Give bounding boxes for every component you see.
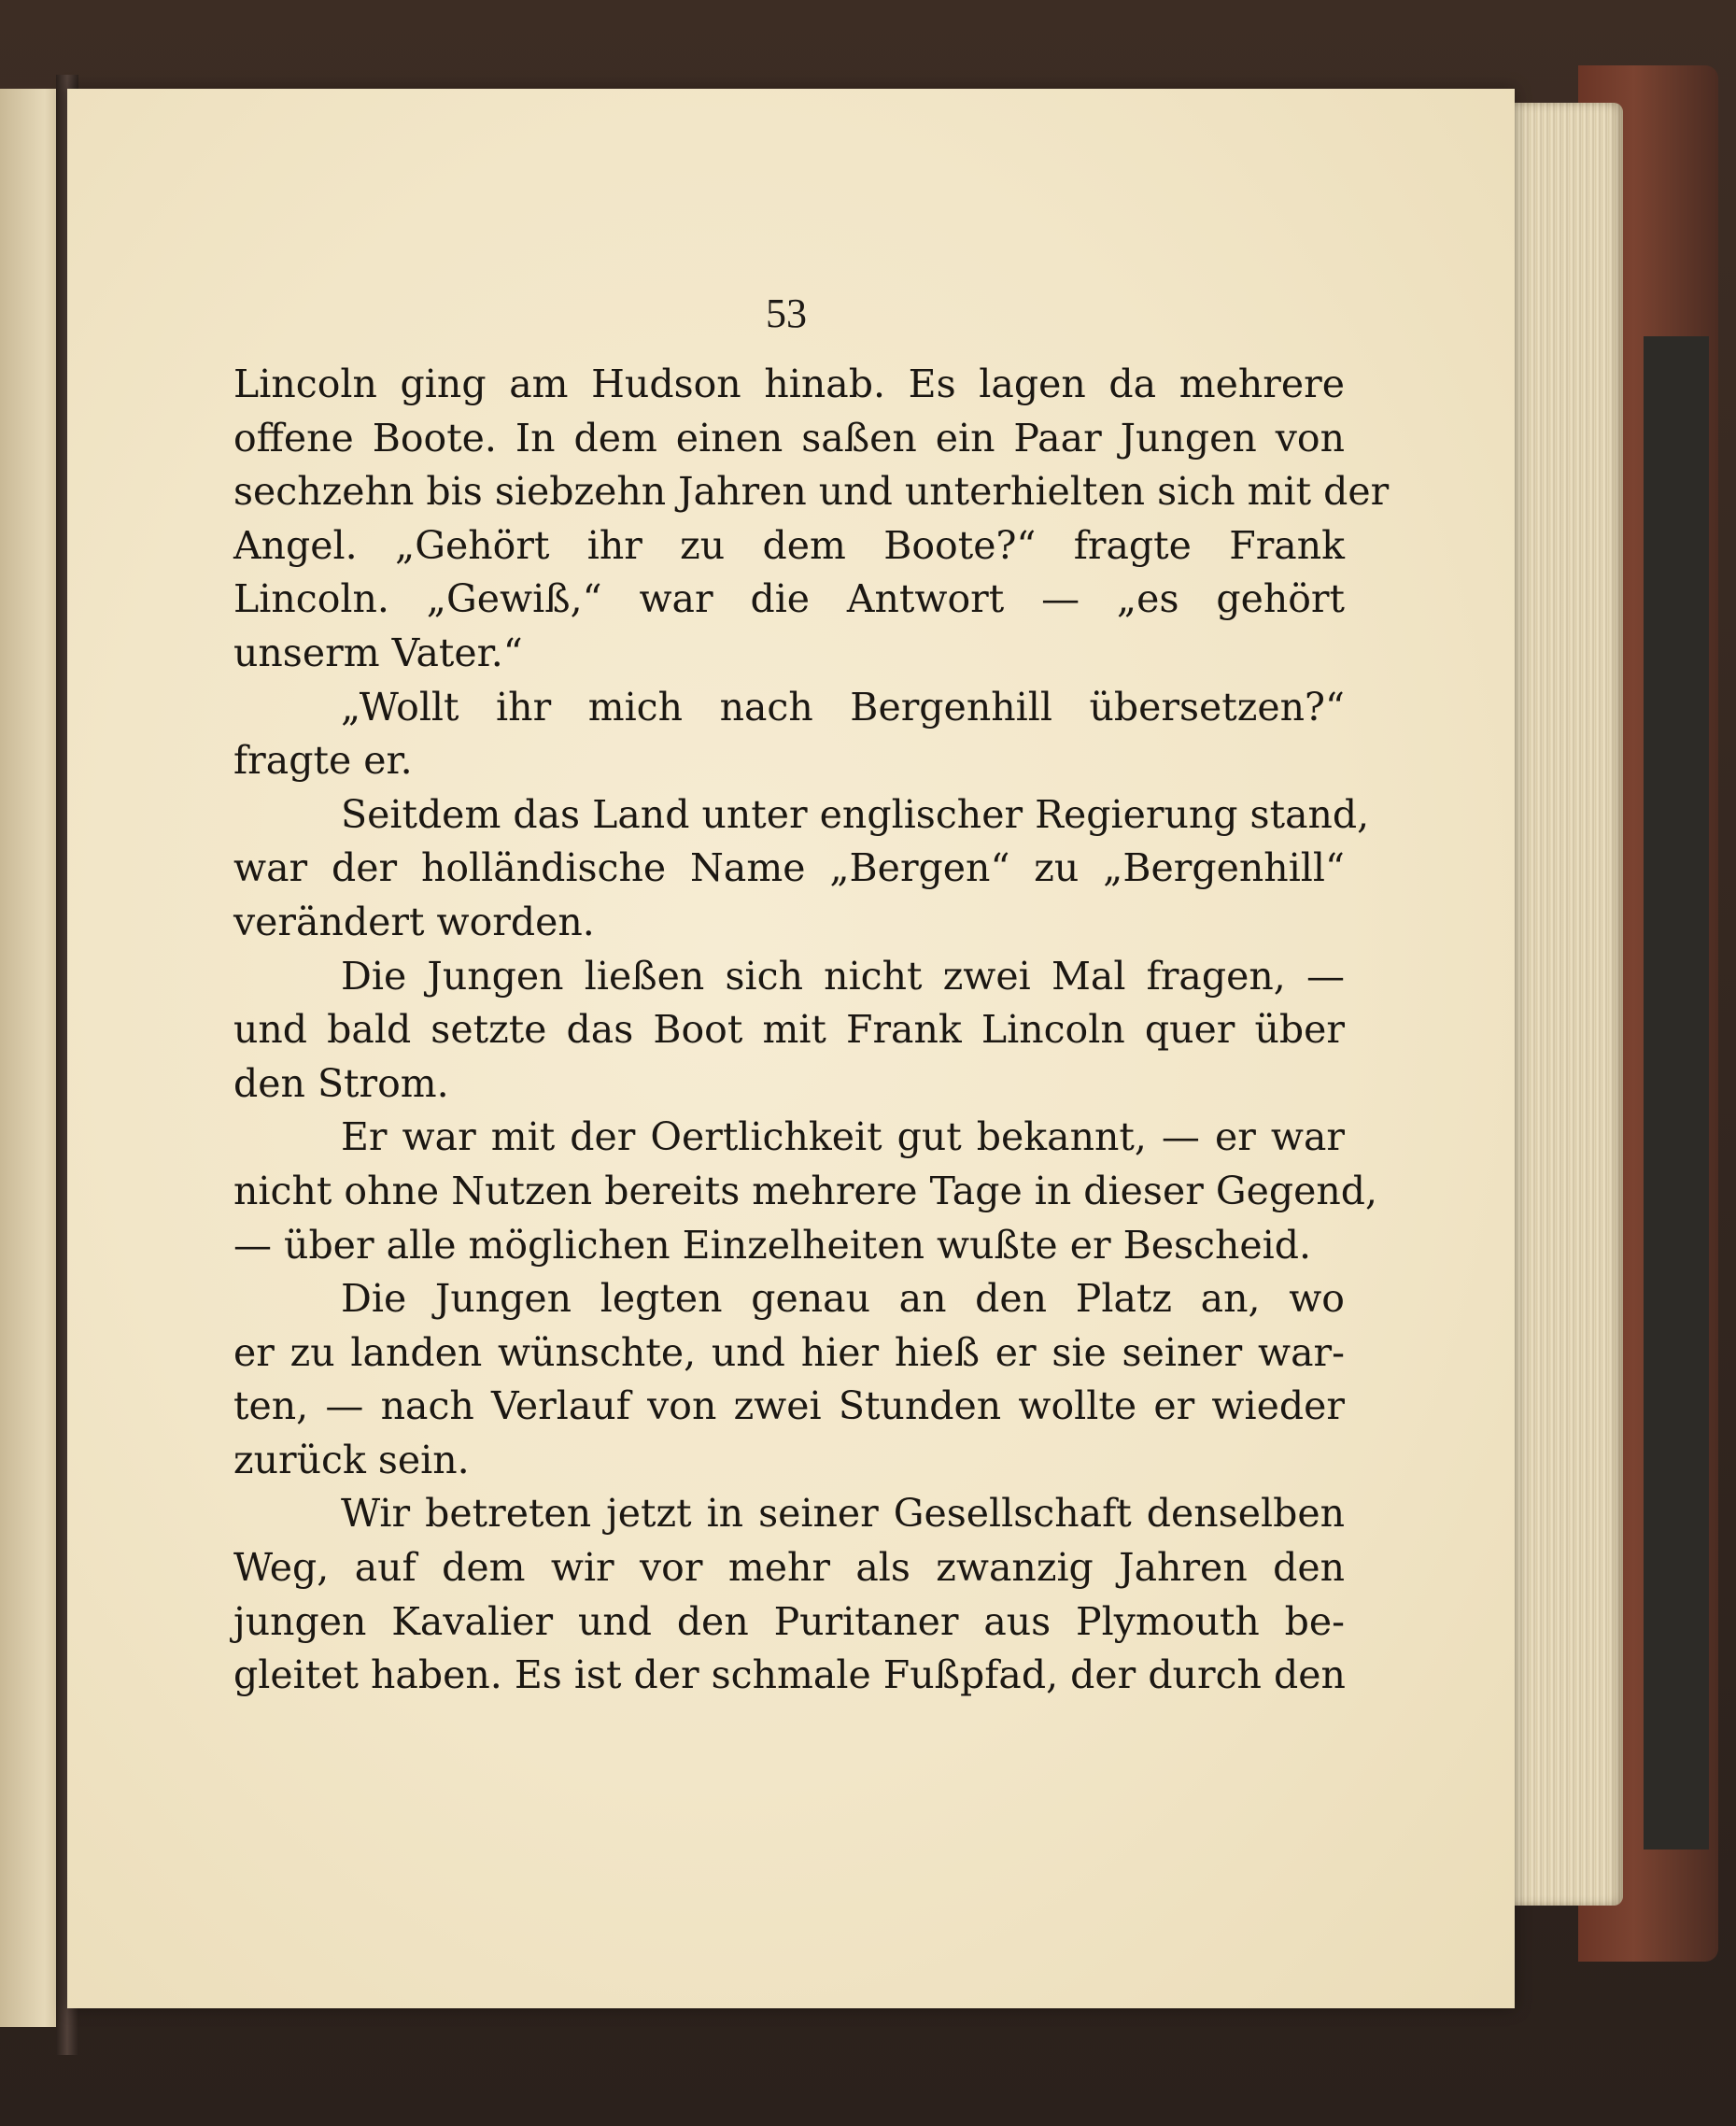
text-line: den Strom.: [233, 1060, 449, 1106]
text-line: war der holländische Name „Bergen“ zu „Bergenhill“: [233, 845, 1345, 891]
left-page-edge: [0, 89, 64, 2027]
text-line: Er war mit der Oertlichkeit gut bekannt, — er war: [341, 1114, 1345, 1160]
text-line: „Wollt ihr mich nach Bergenhill übersetzen?“: [341, 684, 1345, 730]
text-line: Angel. „Gehört ihr zu dem Boote?“ fragte Frank: [233, 522, 1345, 568]
text-line: nicht ohne Nutzen bereits mehrere Tage in dieser Gegend,: [233, 1168, 1378, 1213]
page-number: 53: [766, 291, 807, 336]
text-line: ten, — nach Verlauf von zwei Stunden wollte er wieder: [233, 1383, 1345, 1429]
book-page: [67, 89, 1515, 2008]
text-line: zurück sein.: [233, 1437, 470, 1482]
text-line: fragte er.: [233, 738, 413, 784]
text-line: unserm Vater.“: [233, 630, 523, 675]
text-line: jungen Kavalier und den Puritaner aus Plymouth be-: [233, 1598, 1345, 1644]
text-line: offene Boote. In dem einen saßen ein Paar Jungen von: [233, 415, 1345, 461]
text-line: Die Jungen ließen sich nicht zwei Mal fragen, —: [341, 953, 1345, 999]
text-line: Seitdem das Land unter englischer Regierung stand,: [341, 791, 1370, 837]
text-line: gleitet haben. Es ist der schmale Fußpfad, der durch den: [233, 1652, 1346, 1698]
text-line: verändert worden.: [233, 899, 595, 944]
text-line: Weg, auf dem wir vor mehr als zwanzig Jahren den: [233, 1545, 1345, 1591]
text-line: Lincoln. „Gewiß,“ war die Antwort — „es gehört: [233, 576, 1345, 622]
text-line: sechzehn bis siebzehn Jahren und unterhielten sich mit der: [233, 469, 1390, 515]
page-text: [233, 358, 1390, 1703]
text-line: Die Jungen legten genau an den Platz an, wo: [341, 1276, 1345, 1322]
text-line: und bald setzte das Boot mit Frank Lincoln quer über: [233, 1007, 1345, 1053]
text-line: Lincoln ging am Hudson hinab. Es lagen da mehrere: [233, 361, 1345, 406]
cover-inner-board: [1644, 336, 1709, 1850]
page-edges: [1503, 103, 1623, 1906]
text-line: Wir betreten jetzt in seiner Gesellschaft denselben: [341, 1491, 1345, 1537]
text-line: — über alle möglichen Einzelheiten wußte er Bescheid.: [233, 1222, 1312, 1268]
text-line: er zu landen wünschte, und hier hieß er sie seiner war-: [233, 1329, 1345, 1375]
